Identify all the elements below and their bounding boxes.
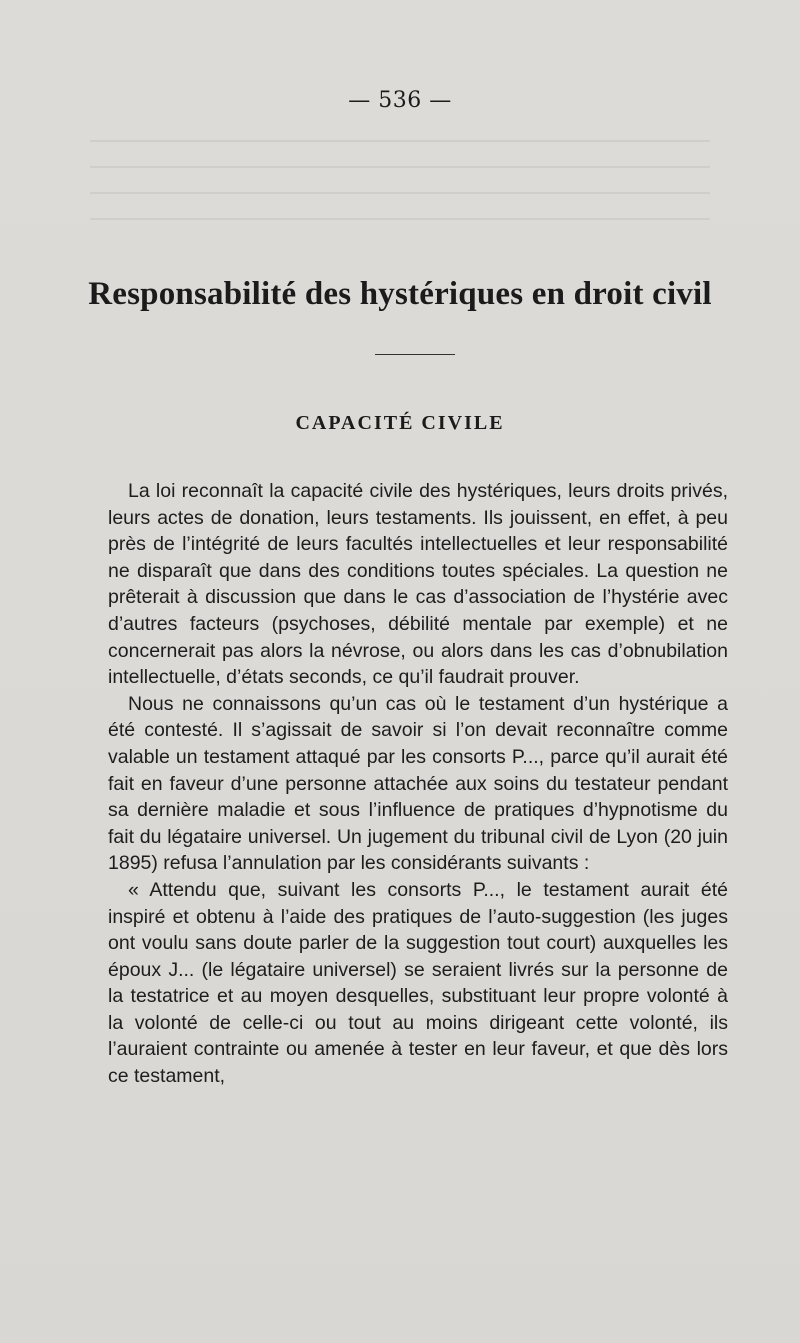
quoted-paragraph: « Attendu que, suivant les consorts P..., le testament aurait été inspiré et obtenu à l’aide des pratiques de l’auto-suggestion (les juges ont voulu sans doute parler de la suggestion tout court) auxquelles les époux J... (le légataire universel) se seraient livrés sur la personne de la testatrice et au moyen desquelles, substituant leur propre volonté à la volonté de celle-ci ou tout au moins dirigeant cette volonté, ils l’auraient contrainte ou amenée à tester en leur faveur, et que dès lors ce testament, <box>108 878 728 1088</box>
show-through-texture <box>90 140 710 220</box>
chapter-title: Responsabilité des hystériques en droit civil <box>88 276 712 312</box>
paragraph: Nous ne connaissons qu’un cas où le testament d’un hystérique a été contesté. Il s’agissait de savoir si l’on devait reconnaître comme valable un testament attaqué par les consorts P..., parce qu’il aurait été fait en faveur d’une personne attachée aux soins du testateur pendant sa dernière maladie et sous l’influence de pratiques d’hypnotisme du fait du légataire universel. Un jugement du tribunal civil de Lyon (20 juin 1895) refusa l’annulation par les considérants suivants : <box>108 692 728 875</box>
body-text <box>108 478 728 1090</box>
title-divider <box>375 354 455 355</box>
paragraph: La loi reconnaît la capacité civile des hystériques, leurs droits privés, leurs actes de donation, leurs testaments. Ils jouissent, en effet, à peu près de l’intégrité de leurs facultés intellectuelles et leur responsabilité ne disparaît que dans des conditions toutes spéciales. La question ne prêterait à discussion que dans le cas d’association de l’hystérie avec d’autres facteurs (psychoses, débilité mentale par exemple) et ne concernerait pas alors la névrose, ou alors dans les cas d’obnubilation intellectuelle, d’états seconds, ce qu’il faudrait prouver. <box>108 480 728 689</box>
page-number: — 536 — <box>348 88 452 113</box>
section-heading: CAPACITÉ CIVILE <box>295 412 505 434</box>
